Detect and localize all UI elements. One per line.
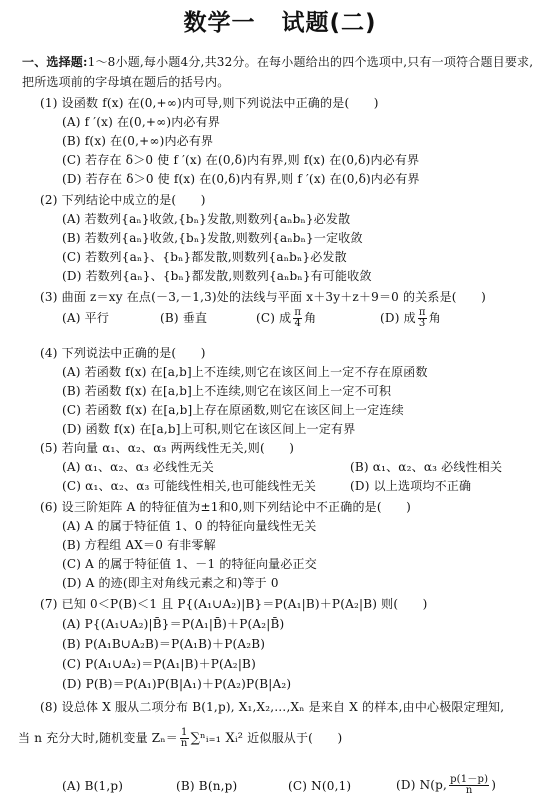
q4-option-c: (C) 若函数 f(x) 在[a,b]上存在原函数,则它在该区间上一定连续 [62, 403, 404, 417]
q7-option-c: (C) P(A₁∪A₂)＝P(A₁|B)＋P(A₂|B) [62, 657, 256, 671]
q1-option-d: (D) 若存在 δ＞0 使 f(x) 在(0,δ)内有界,则 f ′(x) 在(0,δ)内必有界 [62, 172, 420, 186]
q5-stem: (5) 若向量 α₁、α₂、α₃ 两两线性无关,则( ) [40, 441, 295, 455]
q4-option-a: (A) 若函数 f(x) 在[a,b]上不连续,则它在该区间上一定不存在原函数 [62, 365, 428, 379]
page-title [0, 4, 560, 37]
q5-option-d: (D) 以上选项均不正确 [350, 479, 472, 493]
q3-option-c: (C) 成 $\frac{\pi}{4}$ 角 [256, 307, 317, 329]
q1-option-a: (A) f ′(x) 在(0,+∞)内必有界 [62, 115, 221, 129]
q1-option-b: (B) f(x) 在(0,+∞)内必有界 [62, 134, 214, 148]
q8-stem-line1: (8) 设总体 X 服从二项分布 B(1,p), X₁,X₂,…,Xₙ 是来自 X 的样本,由中心极限定理知, [40, 700, 505, 714]
section-intro [22, 52, 542, 92]
q7-option-a: (A) P{(A₁∪A₂)|B̄}＝P(A₁|B̄)＋P(A₂|B̄) [62, 617, 285, 631]
q5-option-c: (C) α₁、α₂、α₃ 可能线性相关,也可能线性无关 [62, 479, 317, 493]
q7-stem: (7) 已知 0＜P(B)＜1 且 P{(A₁∪A₂)|B}＝P(A₁|B)＋P(A₂|B) 则( ) [40, 597, 428, 611]
q2-stem: (2) 下列结论中成立的是( ) [40, 193, 206, 207]
q6-option-d: (D) A 的迹(即主对角线元素之和)等于 0 [62, 576, 279, 590]
q1-stem: (1) 设函数 f(x) 在(0,+∞)内可导,则下列说法中正确的是( ) [40, 96, 379, 110]
q4-stem: (4) 下列说法中正确的是( ) [40, 346, 206, 360]
q8-option-d: (D) N(p, $\frac{p(1-p)}{n}$ ) [396, 774, 497, 796]
q2-option-c: (C) 若数列{aₙ}、{bₙ}都发散,则数列{aₙbₙ}必发散 [62, 250, 347, 264]
section-instructions: 1～8小题,每小题4分,共32分。在每小题给出的四个选项中,只有一项符合题目要求,把所选项前的字母填在题后的括号内。 [22, 55, 534, 89]
q4-option-d: (D) 函数 f(x) 在[a,b]上可积,则它在该区间上一定有界 [62, 422, 356, 436]
q8-option-a: (A) B(1,p) [62, 779, 124, 793]
q3-option-b: (B) 垂直 [160, 311, 208, 325]
q8-sum: ∑ⁿᵢ₌₁ Xᵢ² [190, 731, 244, 746]
q3-d-fraction: $\frac{\pi}{3}$ [418, 307, 426, 329]
title-subject: 数学一 [183, 10, 256, 36]
q2-option-d: (D) 若数列{aₙ}、{bₙ}都发散,则数列{aₙbₙ}有可能收敛 [62, 269, 372, 283]
q4-option-b: (B) 若函数 f(x) 在[a,b]上不连续,则它在该区间上一定不可积 [62, 384, 392, 398]
q8-option-b: (B) B(n,p) [176, 779, 238, 793]
section-heading: 一、选择题: [22, 55, 88, 69]
q2-option-b: (B) 若数列{aₙ}收敛,{bₙ}发散,则数列{aₙbₙ}一定收敛 [62, 231, 363, 245]
q6-option-c: (C) A 的属于特征值 1、－1 的特征向量必正交 [62, 557, 317, 571]
q6-option-a: (A) A 的属于特征值 1、0 的特征向量线性无关 [62, 519, 317, 533]
title-paper: 试题(二) [281, 10, 377, 36]
q5-option-b: (B) α₁、α₂、α₃ 必线性相关 [350, 460, 503, 474]
q1-option-c: (C) 若存在 δ＞0 使 f ′(x) 在(0,δ)内有界,则 f(x) 在(0,δ)内必有界 [62, 153, 420, 167]
q2-option-a: (A) 若数列{aₙ}收敛,{bₙ}发散,则数列{aₙbₙ}必发散 [62, 212, 351, 226]
q3-option-a: (A) 平行 [62, 311, 110, 325]
q3-option-d: (D) 成 $\frac{\pi}{3}$ 角 [380, 307, 441, 329]
q5-option-a: (A) α₁、α₂、α₃ 必线性无关 [62, 460, 215, 474]
q8-d-fraction: $\frac{p(1-p)}{n}$ [450, 774, 489, 796]
q8-fraction: $\frac{1}{n}$ [180, 727, 188, 749]
q8-option-c: (C) N(0,1) [288, 779, 352, 793]
q8-stem-line2: 当 n 充分大时,随机变量 Zₙ＝ $\frac{1}{n}$ ∑ⁿᵢ₌₁ Xᵢ² 近似服从于( ) [18, 727, 343, 749]
q3-c-fraction: $\frac{\pi}{4}$ [294, 307, 302, 329]
q6-option-b: (B) 方程组 AX＝0 有非零解 [62, 538, 216, 552]
q7-option-d: (D) P(B)＝P(A₁)P(B|A₁)＋P(A₂)P(B|A₂) [62, 677, 292, 691]
q3-stem: (3) 曲面 z＝xy 在点(－3,－1,3)处的法线与平面 x＋3y＋z＋9＝0 的关系是( ) [40, 290, 486, 304]
q6-stem: (6) 设三阶矩阵 A 的特征值为±1和0,则下列结论中不正确的是( ) [40, 500, 412, 514]
q7-option-b: (B) P(A₁B∪A₂B)＝P(A₁B)＋P(A₂B) [62, 637, 266, 651]
